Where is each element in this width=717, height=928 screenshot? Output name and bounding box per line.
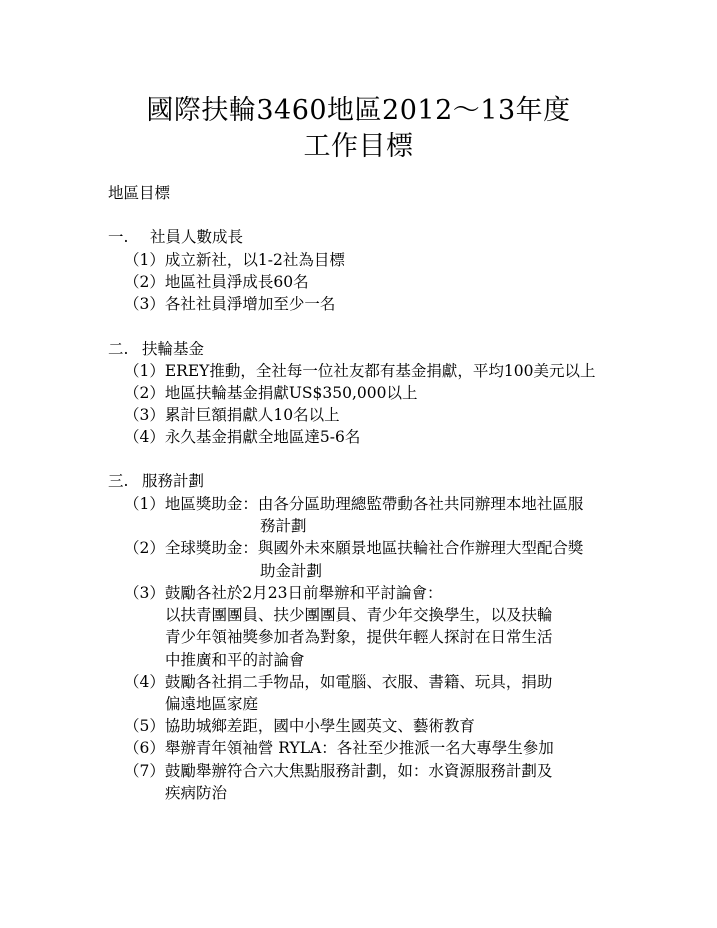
section-number: 一. [108,228,129,246]
document-title-line2: 工作目標 [303,131,414,162]
list-item: （1）EREY推動，全社每一位社友都有基金捐獻，平均100美元以上 [124,362,596,380]
list-item-continuation: 中推廣和平的討論會 [165,651,305,669]
district-goals-heading: 地區目標 [108,184,171,202]
list-item: （2）地區社員淨成長60名 [124,273,309,291]
list-item: （6）舉辦青年領袖營 RYLA：各社至少推派一名大專學生參加 [124,739,554,757]
list-item: （1）成立新社，以1-2社為目標 [124,251,345,269]
document-title-line1: 國際扶輪3460地區2012～13年度 [146,95,571,126]
list-item-continuation: 疾病防治 [165,784,228,802]
list-item: （1）地區獎助金：由各分區助理總監帶動各社共同辦理本地社區服 [124,495,584,513]
list-item: （3）累計巨額捐獻人10名以上 [124,406,340,424]
list-item-continuation: 務計劃 [260,517,307,535]
section-title: 社員人數成長 [150,228,244,246]
list-item-continuation: 青少年領袖獎參加者為對象，提供年輕人探討在日常生活 [165,628,553,646]
section-title: 服務計劃 [142,472,205,490]
list-item: （2）全球獎助金：與國外未來願景地區扶輪社合作辦理大型配合獎 [124,539,584,557]
list-item: （7）鼓勵舉辦符合六大焦點服務計劃，如：水資源服務計劃及 [124,762,553,780]
section-number: 三. [108,472,129,490]
list-item-continuation: 助金計劃 [260,562,323,580]
list-item: （3）各社社員淨增加至少一名 [124,295,336,313]
list-item: （2）地區扶輪基金捐獻US$350,000以上 [124,384,418,402]
list-item: （4）永久基金捐獻全地區達5-6名 [124,428,361,446]
list-item-continuation: 以扶青團團員、扶少團團員、青少年交換學生，以及扶輪 [165,606,553,624]
list-item: （5）協助城鄉差距，國中小學生國英文、藝術教育 [124,717,475,735]
list-item-continuation: 偏遠地區家庭 [165,695,259,713]
list-item: （3）鼓勵各社於2月23日前舉辦和平討論會： [124,584,443,602]
section-title: 扶輪基金 [142,340,205,358]
list-item: （4）鼓勵各社捐二手物品，如電腦、衣服、書籍、玩具，捐助 [124,673,553,691]
section-number: 二. [108,340,129,358]
